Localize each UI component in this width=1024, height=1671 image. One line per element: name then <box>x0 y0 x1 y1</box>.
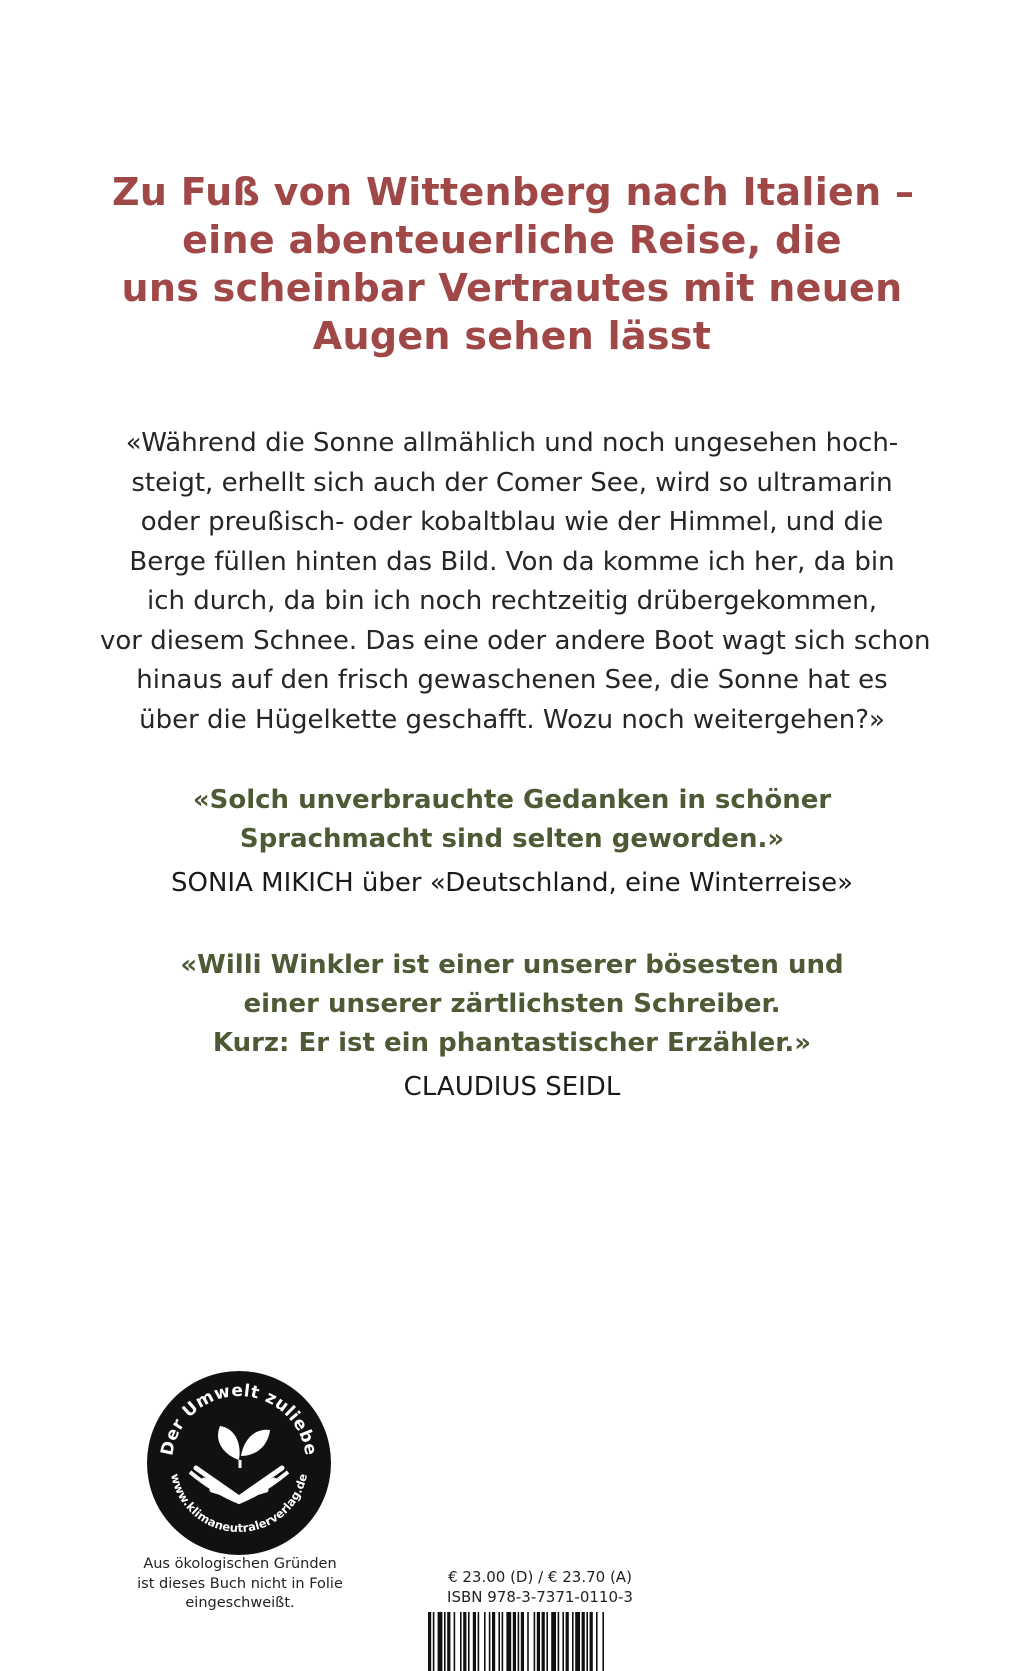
headline <box>112 168 915 360</box>
quote-attribution: CLAUDIUS SEIDL <box>403 1072 621 1102</box>
barcode-bar <box>542 1612 545 1671</box>
barcode-bar <box>527 1612 529 1671</box>
excerpt-line: Berge füllen hinten das Bild. Von da komme ich her, da bin <box>129 546 895 577</box>
barcode-bar <box>586 1612 588 1671</box>
barcode-bar <box>575 1612 580 1671</box>
barcode-bar <box>468 1612 470 1671</box>
quote-line: Kurz: Er ist ein phantastischer Erzähler.» <box>212 1028 812 1058</box>
barcode-bar <box>566 1612 569 1671</box>
barcode-bar <box>454 1612 456 1671</box>
excerpt-line: «Während die Sonne allmählich und noch ungesehen hoch- <box>125 428 899 458</box>
barcode-bar <box>438 1612 443 1671</box>
book-excerpt <box>100 424 931 740</box>
barcode-bar <box>489 1612 491 1671</box>
badge-top-text: Der Umwelt zuliebe <box>157 1380 321 1458</box>
barcode-bar <box>572 1612 574 1671</box>
barcode-bar <box>558 1612 560 1671</box>
excerpt-line: oder preußisch- oder kobaltblau wie der Himmel, und die <box>140 507 884 537</box>
barcode-bar <box>562 1612 564 1671</box>
barcode-bar <box>506 1612 511 1671</box>
barcode-bar <box>492 1612 495 1671</box>
barcode-bar <box>460 1612 462 1671</box>
eco-note <box>120 1555 360 1614</box>
quote-attribution: SONIA MIKICH über «Deutschland, eine Winterreise» <box>171 868 853 898</box>
quote-text <box>100 946 924 1063</box>
quote-line: «Solch unverbrauchte Gedanken in schöner <box>192 785 832 815</box>
barcode-bar <box>498 1612 500 1671</box>
barcode-bar <box>534 1612 536 1671</box>
eco-note-line: Aus ökologischen Gründen <box>143 1556 337 1572</box>
headline-line: eine abenteuerliche Reise, die <box>182 218 842 262</box>
barcode-bar <box>582 1612 585 1671</box>
barcode-bar <box>518 1612 520 1671</box>
excerpt-line: vor diesem Schnee. Das eine oder andere Boot wagt sich schon <box>100 625 931 656</box>
barcode-bar <box>484 1612 486 1671</box>
badge-bottom-text: www.klimaneutralerverlag.de <box>167 1472 311 1536</box>
eco-badge-graphic <box>144 1368 334 1558</box>
review-quote-seidl <box>100 946 924 1106</box>
ean-barcode-icon <box>428 1612 660 1671</box>
excerpt-line: hinaus auf den frisch gewaschenen See, die Sonne hat es <box>136 665 888 695</box>
barcode-bar <box>478 1612 480 1671</box>
eco-badge <box>144 1368 334 1558</box>
barcode-bar <box>513 1612 516 1671</box>
barcode-bar <box>447 1612 450 1671</box>
headline-line: Zu Fuß von Wittenberg nach Italien – <box>112 170 915 214</box>
quote-line: Sprachmacht sind selten geworden.» <box>239 824 785 854</box>
eco-note-line: ist dieses Buch nicht in Folie <box>137 1575 343 1592</box>
headline-line: Augen sehen lässt <box>312 314 712 358</box>
barcode-bar <box>551 1612 556 1671</box>
headline-line: uns scheinbar Vertrautes mit neuen <box>121 266 903 310</box>
eco-note-line: eingeschweißt. <box>185 1595 295 1611</box>
barcode-bar <box>546 1612 548 1671</box>
barcode-bar <box>596 1612 598 1671</box>
barcode-bar <box>428 1612 431 1671</box>
barcode-bar <box>590 1612 593 1671</box>
barcode-bar <box>433 1612 435 1671</box>
barcode-bar <box>521 1612 524 1671</box>
excerpt-line: ich durch, da bin ich noch rechtzeitig drübergekommen, <box>147 586 877 616</box>
barcode-bar <box>602 1612 604 1671</box>
quote-line: einer unserer zärtlichsten Schreiber. <box>243 989 781 1019</box>
price-block <box>424 1567 656 1607</box>
barcode-bar <box>463 1612 466 1671</box>
barcode-bar <box>473 1612 476 1671</box>
price-line: € 23.00 (D) / € 23.70 (A) <box>448 1568 632 1586</box>
barcode-bar <box>444 1612 446 1671</box>
barcode-bar <box>502 1612 504 1671</box>
isbn-line: ISBN 978-3-7371-0110-3 <box>447 1588 633 1606</box>
quote-text <box>100 781 924 859</box>
barcode-bar <box>537 1612 540 1671</box>
review-quote-mikich <box>100 781 924 902</box>
excerpt-line: über die Hügelkette geschafft. Wozu noch weitergehen?» <box>139 704 885 735</box>
excerpt-line: steigt, erhellt sich auch der Comer See, wird so ultramarin <box>131 467 893 498</box>
quote-line: «Willi Winkler ist einer unserer bösesten und <box>180 950 844 980</box>
